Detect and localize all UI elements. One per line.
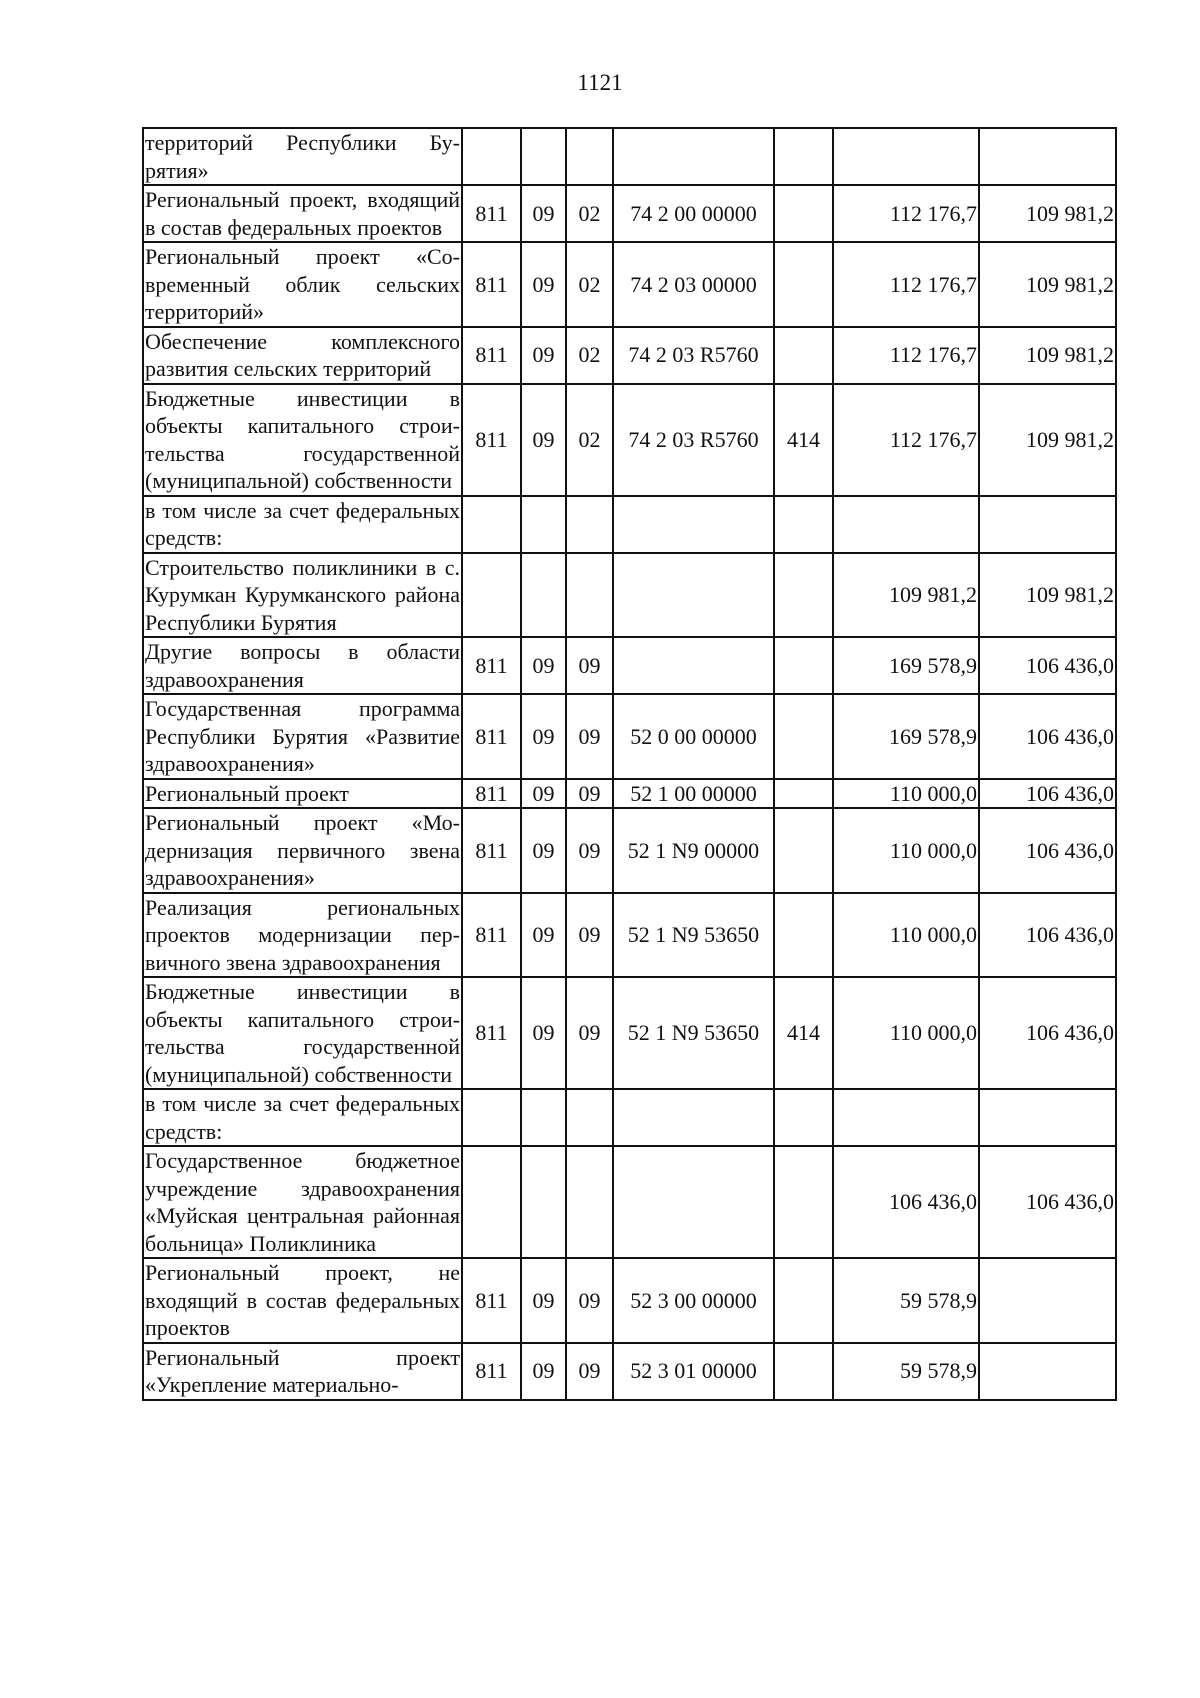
cell-ved: 811 xyxy=(462,242,521,327)
cell-description: Бюджетные инвестиции в объекты капитального строительства государственной (муниципальной) собственности xyxy=(143,977,462,1089)
table-row xyxy=(143,553,1116,638)
cell-pr: 02 xyxy=(566,185,613,242)
cell-rz: 09 xyxy=(521,694,566,779)
cell-vr xyxy=(774,1343,833,1400)
cell-ved: 811 xyxy=(462,1343,521,1400)
cell-ved: 811 xyxy=(462,977,521,1089)
cell-sum-2: 106 436,0 xyxy=(979,779,1116,809)
cell-rz: 09 xyxy=(521,185,566,242)
cell-pr: 09 xyxy=(566,1343,613,1400)
cell-ved: 811 xyxy=(462,808,521,893)
cell-description: Другие вопросы в области здравоохранения xyxy=(143,637,462,694)
cell-csr: 52 0 00 00000 xyxy=(613,694,774,779)
cell-rz xyxy=(521,1146,566,1258)
cell-ved xyxy=(462,1089,521,1146)
cell-pr: 09 xyxy=(566,1258,613,1343)
cell-sum-1: 112 176,7 xyxy=(833,327,979,384)
cell-vr: 414 xyxy=(774,384,833,496)
cell-description: Региональный проект «Укрепление материально- xyxy=(143,1343,462,1400)
table-row xyxy=(143,694,1116,779)
cell-pr xyxy=(566,553,613,638)
cell-sum-1: 169 578,9 xyxy=(833,694,979,779)
cell-sum-2: 109 981,2 xyxy=(979,553,1116,638)
cell-sum-2 xyxy=(979,1089,1116,1146)
cell-description: Обеспечение комплексного развития сельских территорий xyxy=(143,327,462,384)
cell-vr xyxy=(774,893,833,978)
cell-ved xyxy=(462,496,521,553)
cell-sum-1: 112 176,7 xyxy=(833,384,979,496)
cell-csr xyxy=(613,1089,774,1146)
cell-vr xyxy=(774,242,833,327)
cell-vr xyxy=(774,1089,833,1146)
cell-rz: 09 xyxy=(521,637,566,694)
cell-vr xyxy=(774,637,833,694)
cell-pr: 02 xyxy=(566,384,613,496)
cell-vr xyxy=(774,496,833,553)
table-row xyxy=(143,637,1116,694)
cell-ved: 811 xyxy=(462,637,521,694)
table-row xyxy=(143,384,1116,496)
cell-pr: 09 xyxy=(566,637,613,694)
cell-description: в том числе за счет федеральных средств: xyxy=(143,496,462,553)
cell-rz: 09 xyxy=(521,327,566,384)
cell-rz: 09 xyxy=(521,384,566,496)
cell-pr: 09 xyxy=(566,977,613,1089)
cell-sum-2: 106 436,0 xyxy=(979,694,1116,779)
cell-csr: 52 1 N9 00000 xyxy=(613,808,774,893)
cell-vr xyxy=(774,327,833,384)
cell-rz: 09 xyxy=(521,1343,566,1400)
table-row xyxy=(143,893,1116,978)
cell-vr xyxy=(774,694,833,779)
cell-ved: 811 xyxy=(462,779,521,809)
table-row xyxy=(143,185,1116,242)
cell-description: территорий Республики Бурятия» xyxy=(143,128,462,185)
cell-description: Реализация региональных проектов модернизации первичного звена здравоохранения xyxy=(143,893,462,978)
cell-csr xyxy=(613,637,774,694)
cell-description: в том числе за счет федеральных средств: xyxy=(143,1089,462,1146)
cell-vr xyxy=(774,1146,833,1258)
cell-sum-1: 169 578,9 xyxy=(833,637,979,694)
cell-csr: 74 2 00 00000 xyxy=(613,185,774,242)
cell-ved: 811 xyxy=(462,327,521,384)
cell-rz xyxy=(521,553,566,638)
cell-rz: 09 xyxy=(521,242,566,327)
cell-pr: 09 xyxy=(566,893,613,978)
cell-csr xyxy=(613,128,774,185)
cell-pr: 02 xyxy=(566,242,613,327)
cell-vr xyxy=(774,1258,833,1343)
cell-ved: 811 xyxy=(462,893,521,978)
cell-sum-2: 109 981,2 xyxy=(979,185,1116,242)
cell-sum-2 xyxy=(979,1258,1116,1343)
cell-pr: 02 xyxy=(566,327,613,384)
cell-rz: 09 xyxy=(521,977,566,1089)
cell-csr: 52 1 N9 53650 xyxy=(613,977,774,1089)
cell-ved: 811 xyxy=(462,694,521,779)
cell-sum-1: 109 981,2 xyxy=(833,553,979,638)
cell-sum-1: 110 000,0 xyxy=(833,893,979,978)
cell-sum-2: 106 436,0 xyxy=(979,637,1116,694)
cell-sum-1 xyxy=(833,1089,979,1146)
table-row xyxy=(143,496,1116,553)
cell-vr xyxy=(774,779,833,809)
cell-sum-1: 112 176,7 xyxy=(833,242,979,327)
cell-csr: 52 1 N9 53650 xyxy=(613,893,774,978)
cell-sum-2: 106 436,0 xyxy=(979,808,1116,893)
cell-description: Государственное бюджетное учреждение здравоохранения «Муйская центральная районная больница» Поликлиника xyxy=(143,1146,462,1258)
cell-sum-2 xyxy=(979,496,1116,553)
cell-description: Региональный проект «Модернизация первичного звена здравоохранения» xyxy=(143,808,462,893)
table-row xyxy=(143,977,1116,1089)
cell-pr xyxy=(566,1089,613,1146)
cell-pr: 09 xyxy=(566,694,613,779)
table-row xyxy=(143,1089,1116,1146)
cell-description: Бюджетные инвестиции в объекты капитального строительства государственной (муниципальной) собственности xyxy=(143,384,462,496)
cell-csr xyxy=(613,496,774,553)
cell-sum-1: 110 000,0 xyxy=(833,779,979,809)
cell-description: Региональный проект «Современный облик сельских территорий» xyxy=(143,242,462,327)
cell-sum-2: 106 436,0 xyxy=(979,977,1116,1089)
cell-rz xyxy=(521,1089,566,1146)
cell-vr xyxy=(774,185,833,242)
table-row xyxy=(143,779,1116,809)
cell-sum-1 xyxy=(833,496,979,553)
cell-sum-1: 110 000,0 xyxy=(833,977,979,1089)
cell-csr: 52 3 00 00000 xyxy=(613,1258,774,1343)
cell-description: Государственная программа Республики Бурятия «Развитие здравоохранения» xyxy=(143,694,462,779)
cell-ved: 811 xyxy=(462,384,521,496)
cell-vr: 414 xyxy=(774,977,833,1089)
cell-description: Региональный проект, входящий в состав федеральных проектов xyxy=(143,185,462,242)
cell-sum-2 xyxy=(979,128,1116,185)
cell-pr xyxy=(566,1146,613,1258)
table-row xyxy=(143,1258,1116,1343)
table-row xyxy=(143,128,1116,185)
cell-sum-1: 110 000,0 xyxy=(833,808,979,893)
cell-description: Региональный проект, не входящий в состав федеральных проектов xyxy=(143,1258,462,1343)
cell-csr: 74 2 03 R5760 xyxy=(613,384,774,496)
cell-vr xyxy=(774,128,833,185)
table-row xyxy=(143,242,1116,327)
cell-pr xyxy=(566,496,613,553)
cell-description: Региональный проект xyxy=(143,779,462,809)
cell-vr xyxy=(774,808,833,893)
cell-csr xyxy=(613,1146,774,1258)
cell-rz xyxy=(521,128,566,185)
cell-sum-1: 59 578,9 xyxy=(833,1258,979,1343)
cell-rz xyxy=(521,496,566,553)
cell-csr xyxy=(613,553,774,638)
cell-sum-2: 106 436,0 xyxy=(979,1146,1116,1258)
cell-vr xyxy=(774,553,833,638)
cell-description: Строительство поликлиники в с. Курумкан Курумканского района Республики Бурятия xyxy=(143,553,462,638)
cell-csr: 52 1 00 00000 xyxy=(613,779,774,809)
cell-rz: 09 xyxy=(521,1258,566,1343)
cell-sum-2: 109 981,2 xyxy=(979,384,1116,496)
cell-sum-1: 106 436,0 xyxy=(833,1146,979,1258)
cell-sum-2: 106 436,0 xyxy=(979,893,1116,978)
table-row xyxy=(143,1146,1116,1258)
cell-pr: 09 xyxy=(566,808,613,893)
cell-sum-1 xyxy=(833,128,979,185)
table-row xyxy=(143,808,1116,893)
cell-sum-2 xyxy=(979,1343,1116,1400)
cell-pr xyxy=(566,128,613,185)
cell-csr: 74 2 03 00000 xyxy=(613,242,774,327)
cell-pr: 09 xyxy=(566,779,613,809)
cell-csr: 52 3 01 00000 xyxy=(613,1343,774,1400)
cell-ved xyxy=(462,128,521,185)
budget-table xyxy=(142,127,1117,1401)
cell-sum-2: 109 981,2 xyxy=(979,327,1116,384)
cell-rz: 09 xyxy=(521,893,566,978)
table-row xyxy=(143,1343,1116,1400)
cell-csr: 74 2 03 R5760 xyxy=(613,327,774,384)
table-row xyxy=(143,327,1116,384)
cell-sum-1: 59 578,9 xyxy=(833,1343,979,1400)
cell-ved xyxy=(462,553,521,638)
cell-rz: 09 xyxy=(521,779,566,809)
page-number: 1121 xyxy=(577,70,623,95)
cell-rz: 09 xyxy=(521,808,566,893)
cell-ved: 811 xyxy=(462,1258,521,1343)
cell-sum-1: 112 176,7 xyxy=(833,185,979,242)
cell-ved: 811 xyxy=(462,185,521,242)
cell-ved xyxy=(462,1146,521,1258)
table-body xyxy=(143,128,1116,1400)
cell-sum-2: 109 981,2 xyxy=(979,242,1116,327)
